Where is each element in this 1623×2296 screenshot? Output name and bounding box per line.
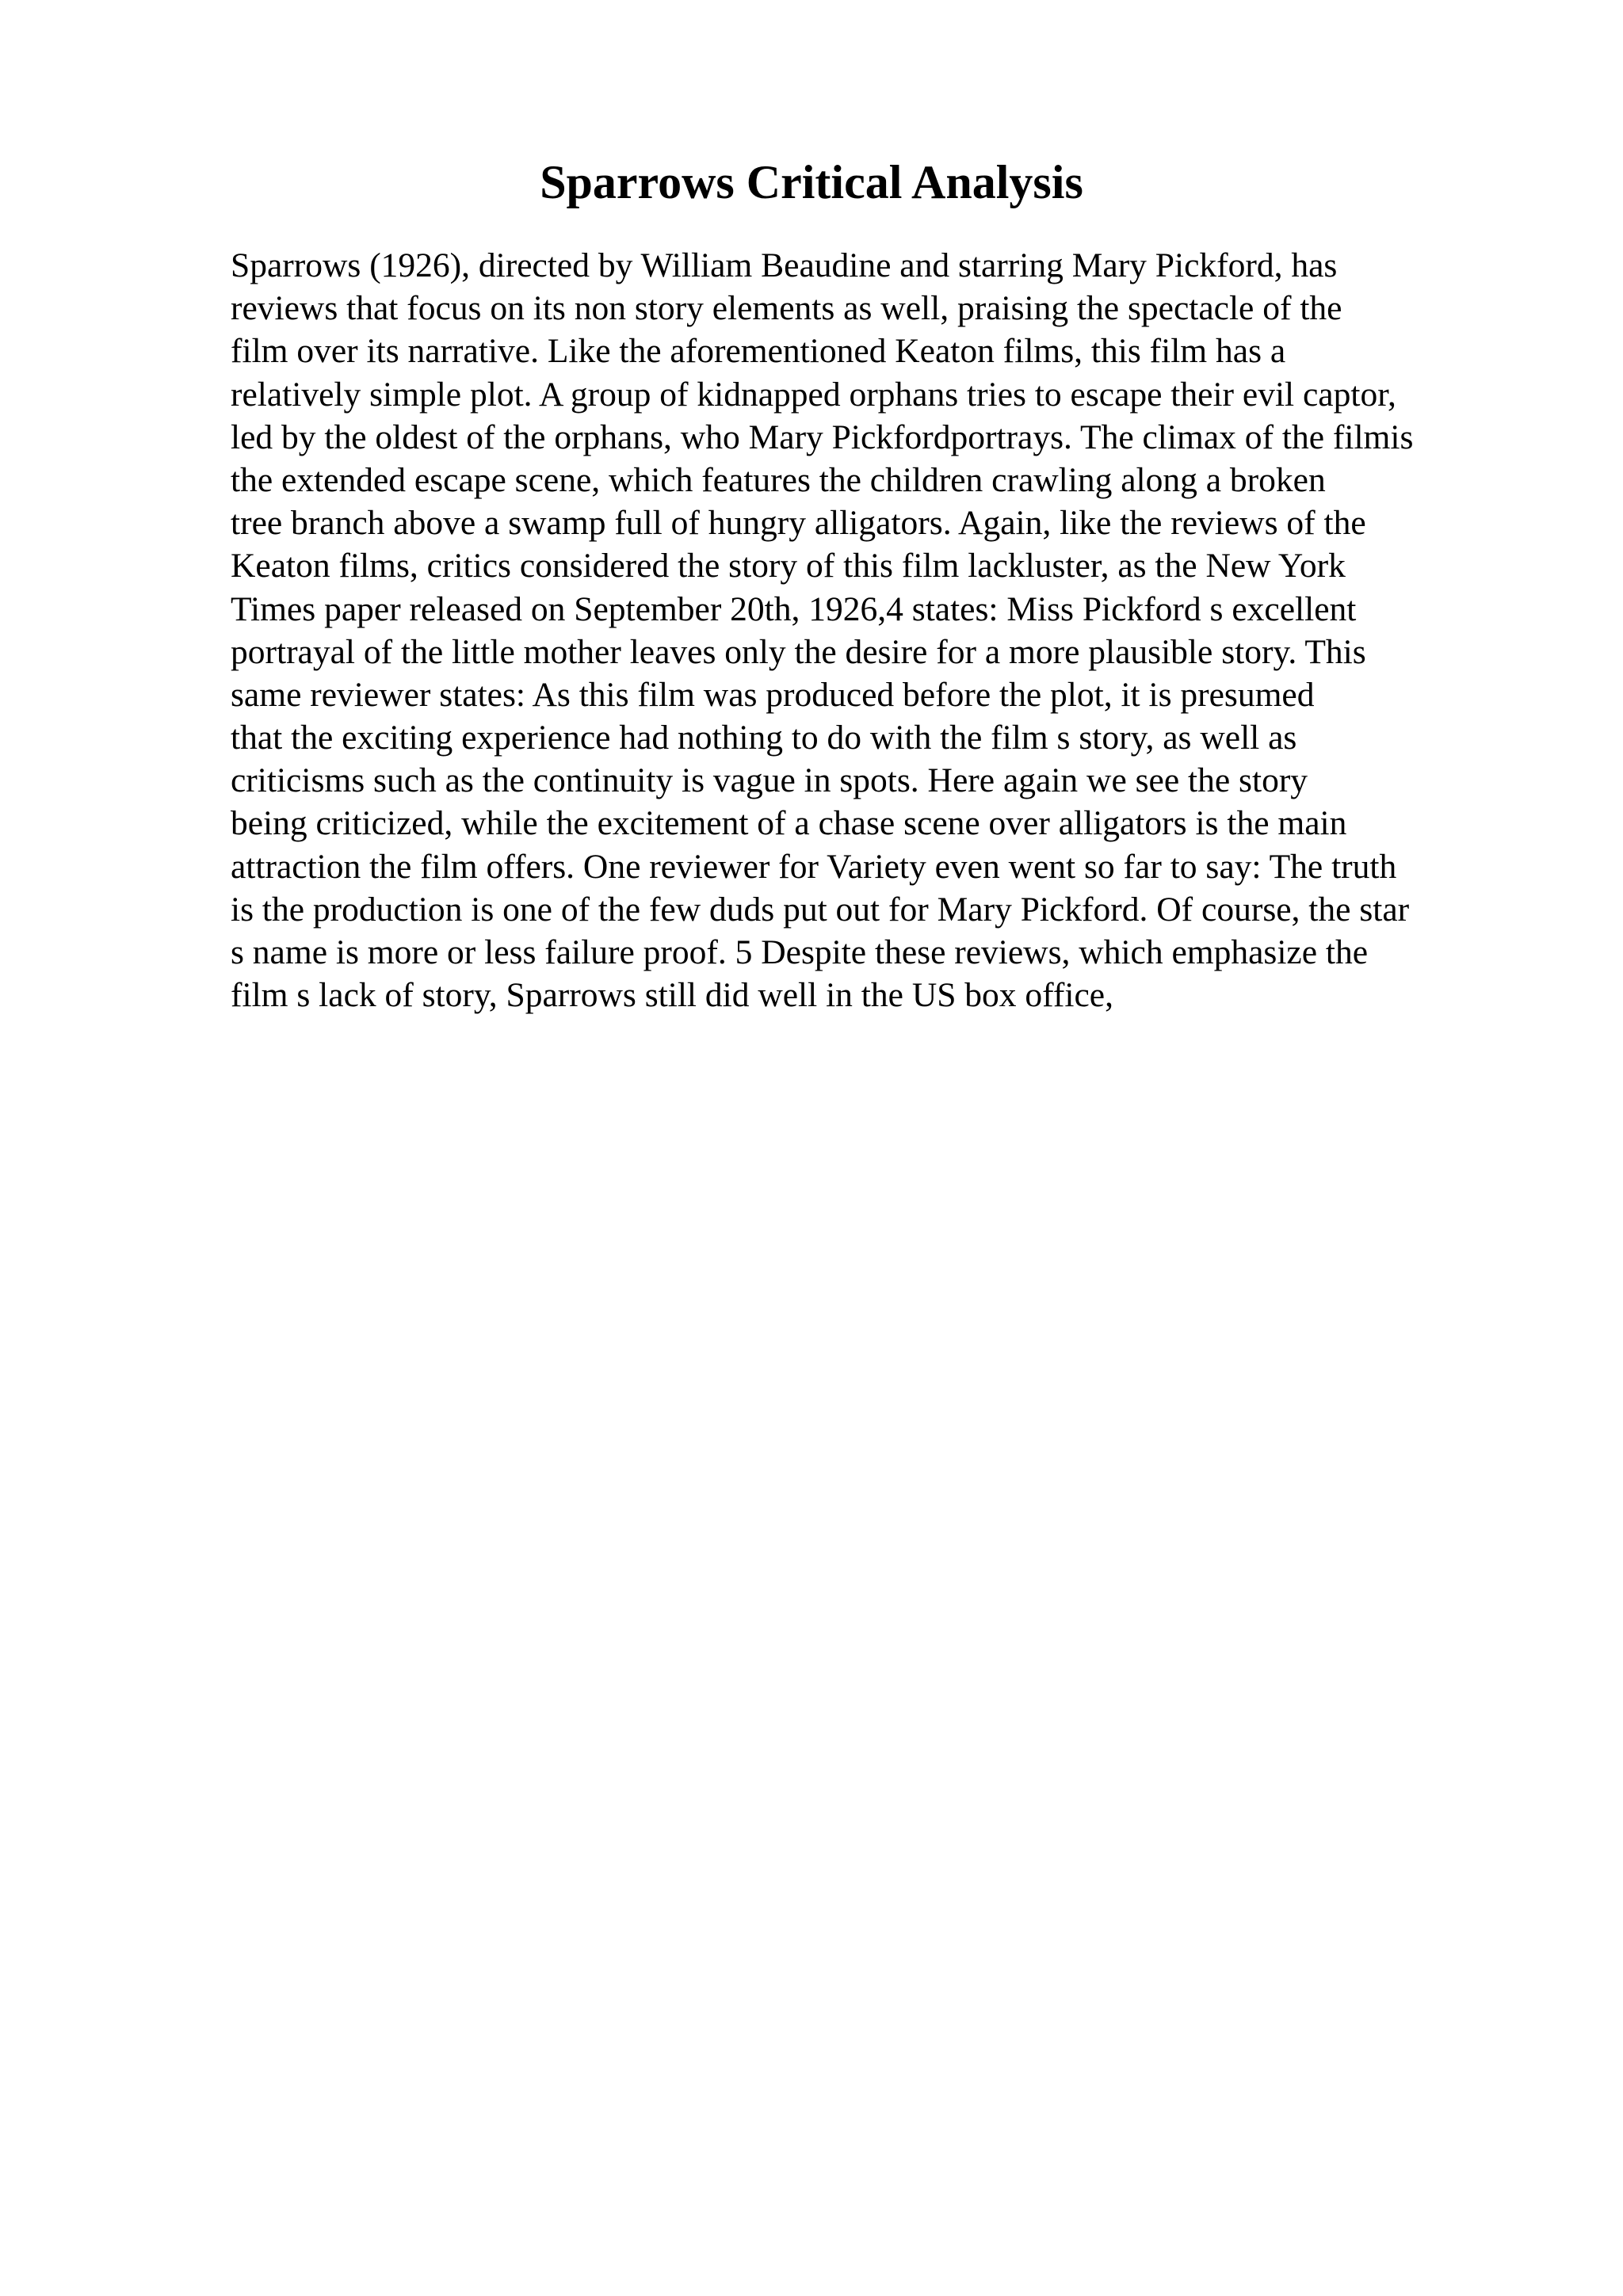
document-title: Sparrows Critical Analysis: [540, 156, 1083, 208]
body-paragraph: [231, 244, 1514, 1016]
text-line: is the production is one of the few duds put out for Mary Pickford. Of course, the star: [231, 890, 1410, 929]
text-line: led by the oldest of the orphans, who Mary Pickfordportrays. The climax of the filmis: [231, 418, 1414, 456]
text-line: film s lack of story, Sparrows still did well in the US box office,: [231, 976, 1113, 1015]
text-line: film over its narrative. Like the aforementioned Keaton films, this film has a: [231, 332, 1286, 371]
text-line: s name is more or less failure proof. 5 Despite these reviews, which emphasize the: [231, 933, 1369, 971]
text-line: tree branch above a swamp full of hungry alligators. Again, like the reviews of the: [231, 504, 1366, 543]
text-line: Sparrows (1926), directed by William Beaudine and starring Mary Pickford, has: [231, 246, 1338, 284]
text-line: attraction the film offers. One reviewer for Variety even went so far to say: The truth: [231, 847, 1397, 886]
text-line: portrayal of the little mother leaves only the desire for a more plausible story. This: [231, 632, 1366, 671]
text-line: Times paper released on September 20th, 1926,4 states: Miss Pickford s excellent: [231, 589, 1357, 628]
text-line: reviews that focus on its non story elements as well, praising the spectacle of the: [231, 289, 1342, 328]
text-line: being criticized, while the excitement of a chase scene over alligators is the main: [231, 804, 1347, 843]
text-line: same reviewer states: As this film was produced before the plot, it is presumed: [231, 675, 1315, 714]
text-line: the extended escape scene, which features the children crawling along a broken: [231, 460, 1326, 499]
text-line: that the exciting experience had nothing to do with the film s story, as well as: [231, 719, 1297, 757]
text-line: Keaton films, critics considered the story of this film lackluster, as the New York: [231, 547, 1346, 585]
text-line: relatively simple plot. A group of kidnapped orphans tries to escape their evil captor,: [231, 375, 1396, 414]
text-line: criticisms such as the continuity is vague in spots. Here again we see the story: [231, 761, 1308, 800]
